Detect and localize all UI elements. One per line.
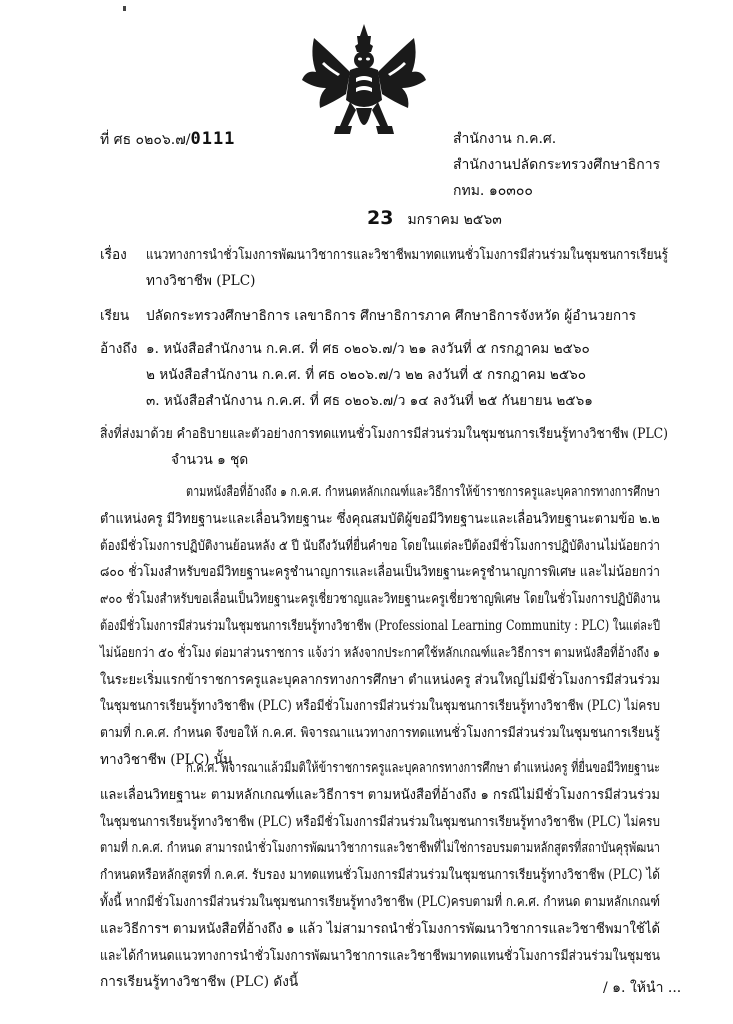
garuda-emblem-icon (300, 22, 428, 152)
reference-item-2: ๒ หนังสือสำนักงาน ก.ค.ศ. ที่ ศธ ๐๒๐๖.๗/ว ๒๒ ลงวันที่ ๕ กรกฎาคม ๒๕๖๐ (146, 367, 587, 383)
subject-line-2: ทางวิชาชีพ (PLC) (146, 273, 256, 289)
paragraph-1-line-4: ๘๐๐ ชั่วโมงสำหรับขอมีวิทยฐานะครูชำนาญการและเลื่อนเป็นวิทยฐานะครูชำนาญการพิเศษ และไม่น้อยกว่า (100, 564, 660, 581)
body-paragraph-1 (100, 479, 660, 774)
document-number-prefix: ที่ ศธ ๐๒๐๖.๗/ (100, 132, 191, 148)
document-number (100, 129, 235, 151)
reference-item-3: ๓. หนังสือสำนักงาน ก.ค.ศ. ที่ ศธ ๐๒๐๖.๗/ว ๑๔ ลงวันที่ ๒๕ กันยายน ๒๕๖๑ (146, 393, 593, 409)
paragraph-1-line-6: ต้องมีชั่วโมงการมีส่วนร่วมในชุมชนการเรียนรู้ทางวิชาชีพ (Professional Learning Community : PLC) ในแต่ละปี (100, 617, 660, 634)
paragraph-2-line-4: ตามที่ ก.ค.ศ. กำหนด สามารถนำชั่วโมงการพัฒนาวิชาการและวิชาชีพที่ไม่ใช่การอบรมตามหลักสูตรที่สถาบันคุรุพัฒนา (100, 840, 660, 857)
recipient-text: ปลัดกระทรวงศึกษาธิการ เลขาธิการ ศึกษาธิการภาค ศึกษาธิการจังหวัด ผู้อำนวยการ (146, 308, 637, 324)
paragraph-1-line-9: ในชุมชนการเรียนรู้ทางวิชาชีพ (PLC) หรือมีชั่วโมงการมีส่วนร่วมในชุมชนการเรียนรู้ทางวิชาชีพ (PLC) ไม่ครบ (100, 698, 660, 715)
reference-item-1: ๑. หนังสือสำนักงาน ก.ค.ศ. ที่ ศธ ๐๒๐๖.๗/ว ๒๑ ลงวันที่ ๕ กรกฎาคม ๒๕๖๐ (146, 341, 590, 357)
recipient-label: เรียน (100, 308, 130, 324)
paragraph-2-line-5: กำหนดหรือหลักสูตรที่ ก.ค.ศ. รับรอง มาทดแทนชั่วโมงการมีส่วนร่วมในชุมชนการเรียนรู้ทางวิชาชีพ (PLC) ได้ (100, 867, 660, 884)
office-line-1: สำนักงาน ก.ค.ศ. (453, 131, 557, 147)
paragraph-1-line-5: ๙๐๐ ชั่วโมงสำหรับขอเลื่อนเป็นวิทยฐานะครูเชี่ยวชาญและวิทยฐานะครูเชี่ยวชาญพิเศษ โดยในชั่วโมงการปฏิบัติงาน (100, 591, 660, 608)
paragraph-2-line-2: และเลื่อนวิทยฐานะ ตามหลักเกณฑ์และวิธีการฯ ตามหนังสือที่อ้างถึง ๑ กรณีไม่มีชั่วโมงการมีส่วนร่วม (100, 786, 660, 803)
paragraph-1-line-1: ตามหนังสือที่อ้างถึง ๑ ก.ค.ศ. กำหนดหลักเกณฑ์และวิธีการให้ข้าราชการครูและบุคลากรทางการศึกษา (186, 484, 660, 500)
scan-mark (123, 6, 126, 11)
paragraph-2-line-1: ก.ค.ศ. พิจารณาแล้วมีมติให้ข้าราชการครูและบุคลากรทางการศึกษา ตำแหน่งครู ที่ยื่นขอมีวิทยฐานะ (186, 760, 660, 776)
date-month-year: มกราคม ๒๕๖๓ (407, 212, 502, 228)
paragraph-1-line-11: ทางวิชาชีพ (PLC) นั้น (100, 751, 233, 768)
subject-line-1: แนวทางการนำชั่วโมงการพัฒนาวิชาการและวิชาชีพมาทดแทนชั่วโมงการมีส่วนร่วมในชุมชนการเรียนรู้ (146, 247, 668, 263)
paragraph-2-line-7: และวิธีการฯ ตามหนังสือที่อ้างถึง ๑ แล้ว ไม่สามารถนำชั่วโมงการพัฒนาวิชาการและวิชาชีพมาใช้ได้ (100, 920, 660, 937)
document-date (367, 207, 502, 231)
subject-label: เรื่อง (100, 247, 127, 263)
paragraph-1-line-7: ไม่น้อยกว่า ๕๐ ชั่วโมง ต่อมาส่วนราชการ แจ้งว่า หลังจากประกาศใช้หลักเกณฑ์และวิธีการฯ ตามหนังสือที่อ้างถึง ๑ (100, 644, 660, 661)
page-continuation: / ๑. ให้นำ ... (603, 980, 682, 996)
paragraph-2-line-3: ในชุมชนการเรียนรู้ทางวิชาชีพ (PLC) หรือมีชั่วโมงการมีส่วนร่วมในชุมชนการเรียนรู้ทางวิชาชีพ (PLC) ไม่ครบ (100, 813, 660, 830)
paragraph-1-line-8: ในระยะเริ่มแรกข้าราชการครูและบุคลากรทางการศึกษา ตำแหน่งครู ส่วนใหญ่ไม่มีชั่วโมงการมีส่วนร่วม (100, 671, 660, 688)
body-paragraph-2 (100, 755, 660, 996)
date-day: 23 (367, 207, 394, 229)
office-line-2: สำนักงานปลัดกระทรวงศึกษาธิการ (453, 157, 661, 173)
paragraph-1-line-3: ต้องมีชั่วโมงการปฏิบัติงานย้อนหลัง ๕ ปี นับถึงวันที่ยื่นคำขอ โดยในแต่ละปีต้องมีชั่วโมงการปฏิบัติงานไม่น้อยกว่า (100, 537, 660, 554)
paragraph-2-line-8: และได้กำหนดแนวทางการนำชั่วโมงการพัฒนาวิชาการและวิชาชีพมาทดแทนชั่วโมงการมีส่วนร่วมในชุมชน (100, 947, 660, 964)
paragraph-2-line-9: การเรียนรู้ทางวิชาชีพ (PLC) ดังนี้ (100, 974, 299, 991)
paragraph-2-line-6: ทั้งนี้ หากมีชั่วโมงการมีส่วนร่วมในชุมชนการเรียนรู้ทางวิชาชีพ (PLC)ครบตามที่ ก.ค.ศ. กำหนด ตามหลักเกณฑ์ (100, 893, 660, 910)
office-line-3: กทม. ๑๐๓๐๐ (453, 183, 533, 199)
paragraph-1-line-2: ตำแหน่งครู มีวิทยฐานะและเลื่อนวิทยฐานะ ซึ่งคุณสมบัติผู้ขอมีวิทยฐานะและเลื่อนวิทยฐานะตามข้อ ๒.๒ (100, 510, 660, 527)
enclosure-line-1: สิ่งที่ส่งมาด้วย คำอธิบายและตัวอย่างการทดแทนชั่วโมงการมีส่วนร่วมในชุมชนการเรียนรู้ทางวิชาชีพ (PLC) (100, 426, 668, 442)
references-label: อ้างถึง (100, 341, 138, 357)
paragraph-1-line-10: ตามที่ ก.ค.ศ. กำหนด จึงขอให้ ก.ค.ศ. พิจารณาแนวทางการทดแทนชั่วโมงการมีส่วนร่วมในชุมชนการเรียนรู้ (100, 725, 660, 742)
document-number-suffix: 0111 (190, 129, 236, 149)
enclosure-line-2: จำนวน ๑ ชุด (171, 452, 249, 468)
